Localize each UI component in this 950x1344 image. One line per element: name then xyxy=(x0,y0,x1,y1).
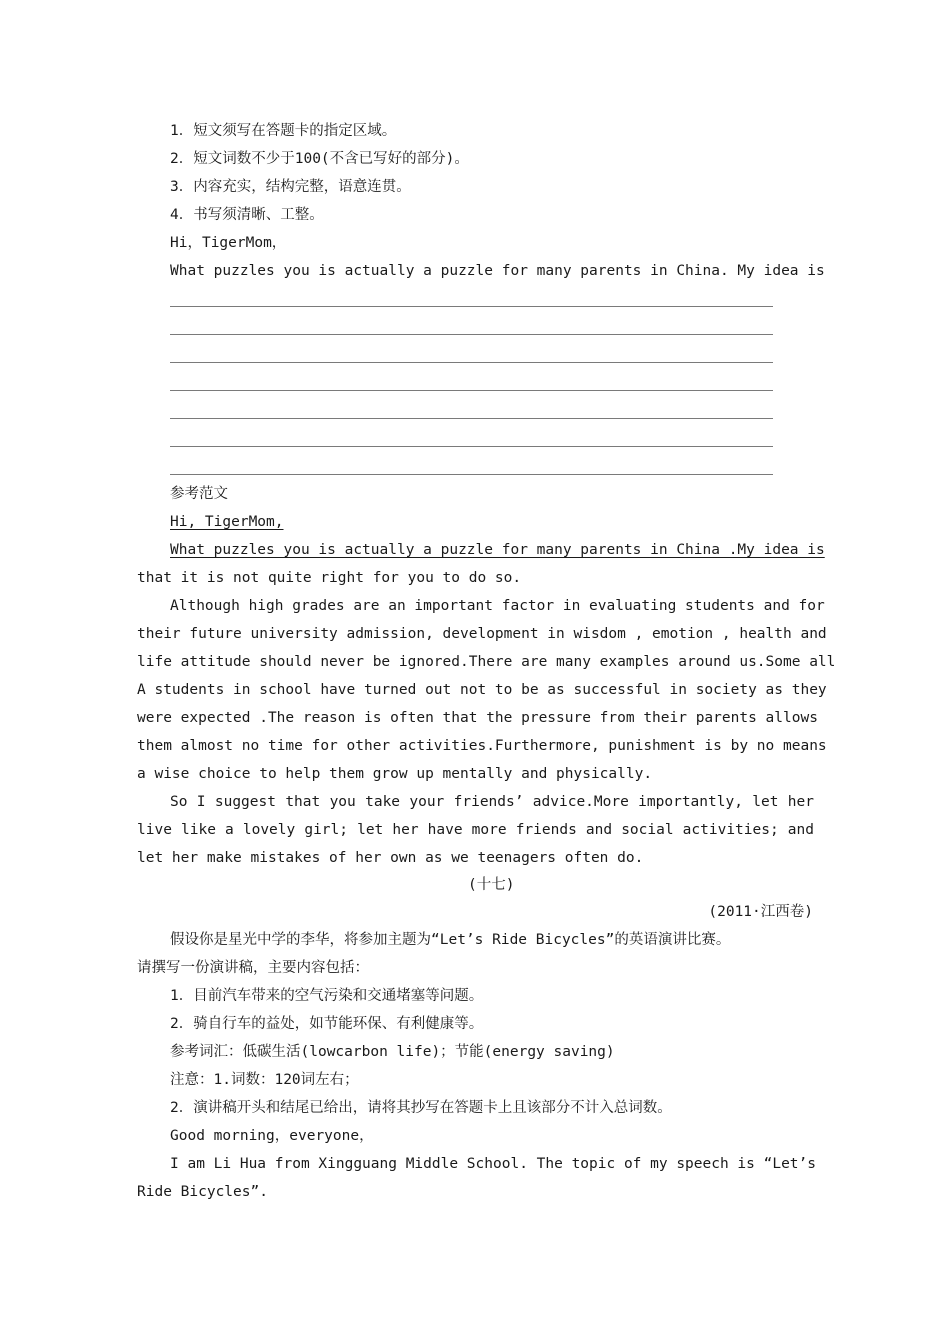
requirement-1: 1．短文须写在答题卡的指定区域。 xyxy=(170,123,397,139)
sample-p2-line: life attitude should never be ignored.There are many examples around us.Some all xyxy=(137,654,836,670)
sample-p2-line: them almost no time for other activities.Furthermore, punishment is by no means xyxy=(137,738,827,754)
sample-p1-line: that it is not quite right for you to do so. xyxy=(137,570,522,586)
answer-line xyxy=(170,446,773,447)
answer-line xyxy=(170,418,773,419)
prompt-line: What puzzles you is actually a puzzle for many parents in China. My idea is xyxy=(170,263,825,279)
source-label: (2011·江西卷) xyxy=(708,904,813,920)
task-point-1: 1．目前汽车带来的空气污染和交通堵塞等问题。 xyxy=(170,988,484,1004)
sample-p2-line: were expected .The reason is often that the pressure from their parents allows xyxy=(137,710,818,726)
vocab-line: 参考词汇：低碳生活(lowcarbon life)；节能(energy saving) xyxy=(170,1044,615,1060)
answer-line xyxy=(170,362,773,363)
sample-p2-line: their future university admission, development in wisdom , emotion , health and xyxy=(137,626,827,642)
sample-p2-line: a wise choice to help them grow up mentally and physically. xyxy=(137,766,653,782)
task-intro-line: 假设你是星光中学的李华，将参加主题为“Let’s Ride Bicycles”的英语演讲比赛。 xyxy=(170,932,731,948)
sample-p2-line: A students in school have turned out not to be as successful in society as they xyxy=(137,682,827,698)
letter-greeting: Hi，TigerMom， xyxy=(170,235,287,251)
sample-greeting: Hi, TigerMom, xyxy=(170,514,284,530)
note-line: 注意：1.词数：120词左右； xyxy=(170,1072,359,1088)
sample-p1-line: What puzzles you is actually a puzzle for many parents in China .My idea is xyxy=(170,542,825,558)
sample-p3-line: live like a lovely girl; let her have more friends and social activities; and xyxy=(137,822,814,838)
answer-line xyxy=(170,474,773,475)
requirement-3: 3．内容充实，结构完整，语意连贯。 xyxy=(170,179,411,195)
sample-p3-line: let her make mistakes of her own as we teenagers often do. xyxy=(137,850,644,866)
speech-greeting: Good morning，everyone， xyxy=(170,1128,374,1144)
section-number: (十七) xyxy=(468,877,515,893)
speech-intro-line: I am Li Hua from Xingguang Middle School. The topic of my speech is “Let’s xyxy=(170,1156,817,1172)
sample-heading: 参考范文 xyxy=(170,486,228,502)
requirement-2: 2．短文词数不少于100(不含已写好的部分)。 xyxy=(170,151,469,167)
sample-p2-line: Although high grades are an important factor in evaluating students and for xyxy=(170,598,825,614)
sample-p3-line: So I suggest that you take your friends’ advice.More importantly, let her xyxy=(170,794,814,810)
answer-line xyxy=(170,390,773,391)
answer-line xyxy=(170,334,773,335)
requirement-4: 4．书写须清晰、工整。 xyxy=(170,207,324,223)
speech-intro-line: Ride Bicycles”. xyxy=(137,1184,268,1200)
task-point-2: 2．骑自行车的益处，如节能环保、有利健康等。 xyxy=(170,1016,484,1032)
note-line: 2．演讲稿开头和结尾已给出，请将其抄写在答题卡上且该部分不计入总词数。 xyxy=(170,1100,672,1116)
answer-line xyxy=(170,306,773,307)
task-intro-line: 请撰写一份演讲稿，主要内容包括： xyxy=(137,960,369,976)
